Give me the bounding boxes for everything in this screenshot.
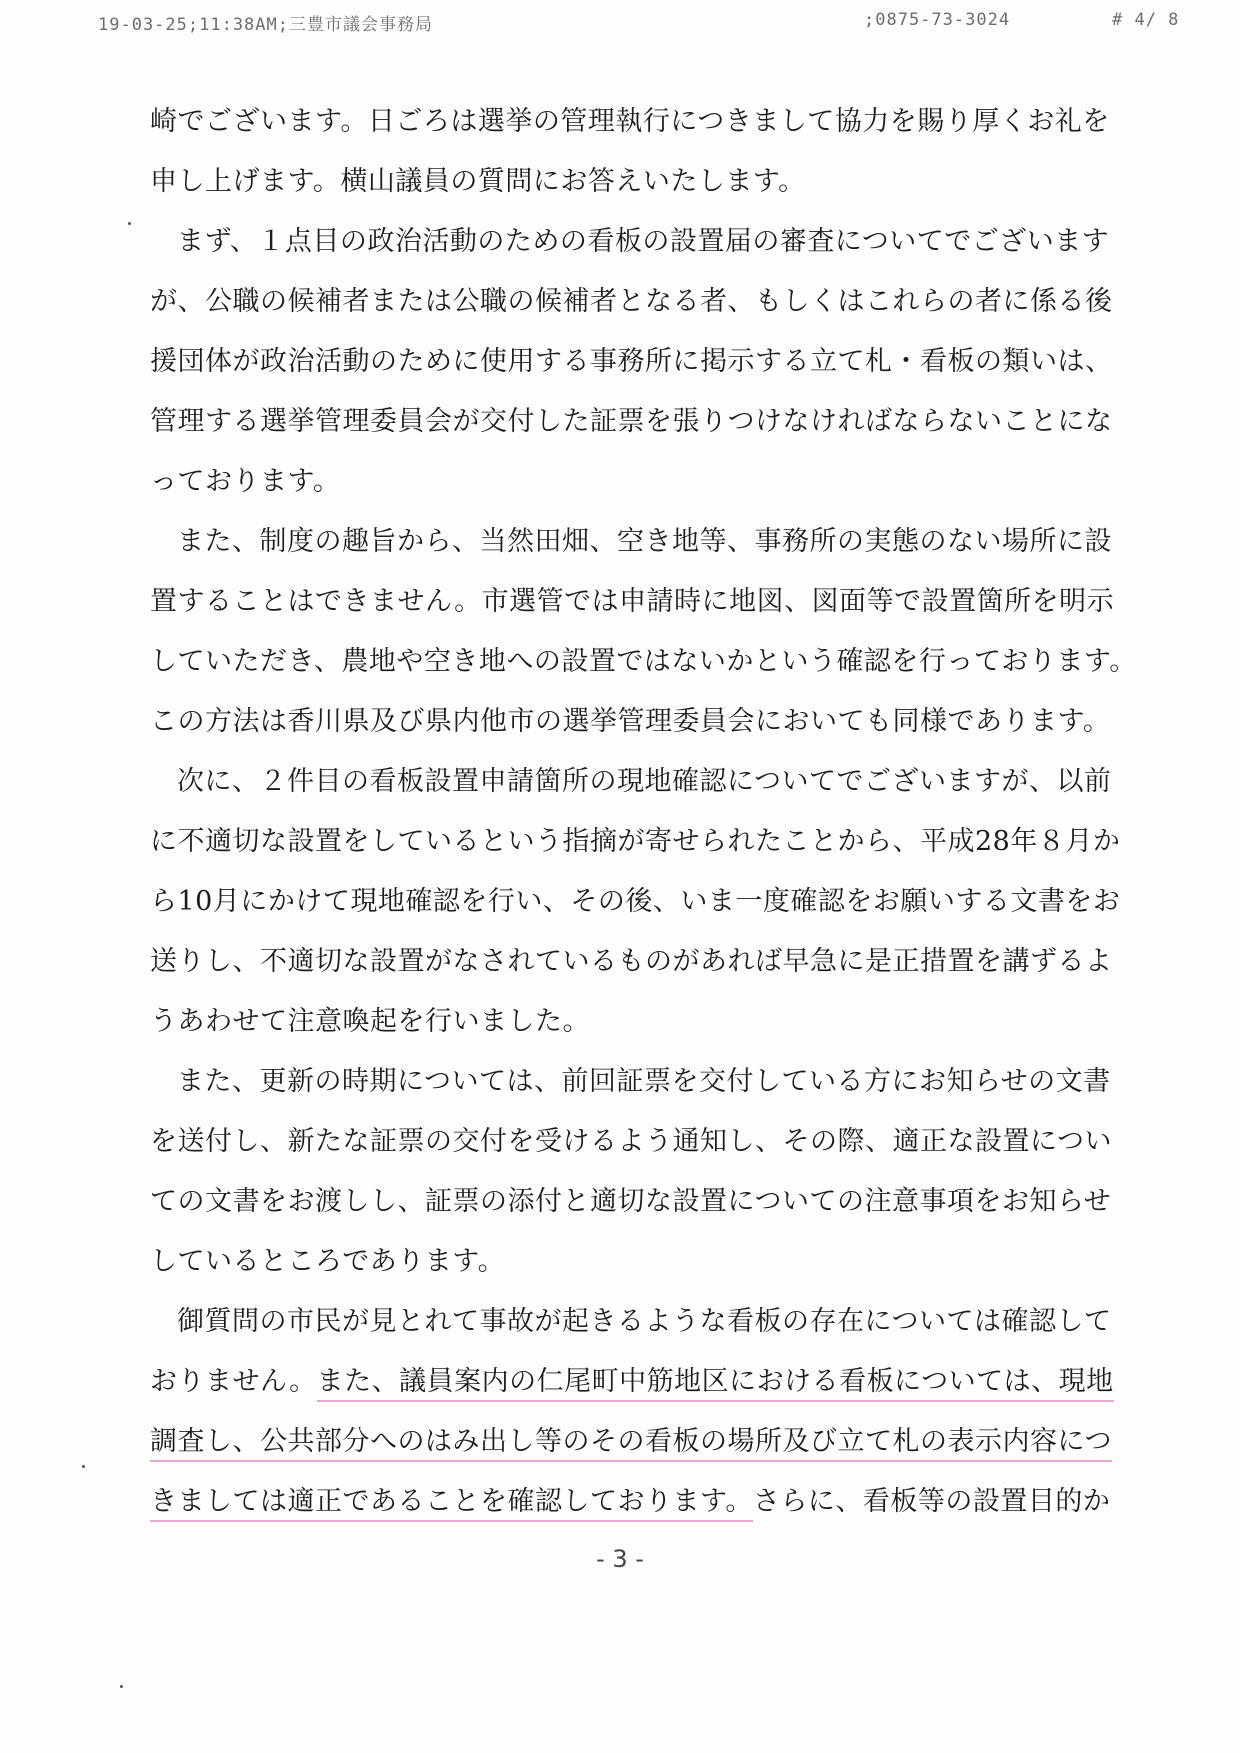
- text-line: また、制度の趣旨から、当然田畑、空き地等、事務所の実態のない場所に設: [177, 526, 1112, 557]
- text-line: っております。: [150, 466, 341, 497]
- line-text: おりません。: [150, 1366, 317, 1397]
- text-line: [150, 1352, 1114, 1412]
- scan-speck: [128, 222, 131, 225]
- text-line: 御質問の市民が見とれて事故が起きるような看板の存在については確認して: [177, 1306, 1112, 1337]
- text-line: この方法は香川県及び県内他市の選挙管理委員会においても同様であります。: [150, 706, 1111, 737]
- text-line: 申し上げます。横山議員の質問にお答えいたします。: [150, 166, 806, 197]
- highlighted-text: また、議員案内の仁尾町中筋地区における看板については、現地: [317, 1366, 1114, 1402]
- fax-phone-number: ;0875-73-3024: [864, 10, 1011, 30]
- document-body: [150, 92, 1137, 1532]
- text-line: 送りし、不適切な設置がなされているものがあれば早急に是正措置を講ずるよ: [150, 946, 1113, 977]
- text-line: まず、１点目の政治活動のための看板の設置届の審査についてでございます: [177, 226, 1110, 257]
- text-line: していただき、農地や空き地への設置ではないかという確認を行っております。: [150, 646, 1137, 677]
- highlighted-text: きましては適正であることを確認しております。: [150, 1486, 753, 1522]
- text-line: 管理する選挙管理委員会が交付した証票を張りつけなければならないことにな: [150, 406, 1113, 437]
- text-line: うあわせて注意喚起を行いました。: [150, 1006, 590, 1037]
- fax-header: [0, 10, 1240, 40]
- text-line: しているところであります。: [150, 1246, 506, 1277]
- text-line: また、更新の時期については、前回証票を交付している方にお知らせの文書: [177, 1066, 1111, 1097]
- text-line: ての文書をお渡しし、証票の添付と適切な設置についての注意事項をお知らせ: [150, 1186, 1112, 1217]
- text-line: を送付し、新たな証票の交付を受けるよう通知し、その際、適正な設置につい: [150, 1126, 1112, 1157]
- text-line: [150, 1412, 1110, 1472]
- highlighted-text: 調査し、公共部分へのはみ出し等のその看板の場所及び立て札の表示内容につ: [150, 1426, 1112, 1462]
- line-text: さらに、看板等の設置目的か: [752, 1486, 1111, 1517]
- text-line: が、公職の候補者または公職の候補者となる者、もしくはこれらの者に係る後: [150, 286, 1113, 317]
- fax-timestamp-sender: 19-03-25;11:38AM;三豊市議会事務局: [98, 15, 433, 35]
- scan-speck: [82, 1465, 85, 1468]
- text-line: [150, 1472, 1110, 1532]
- fax-page-counter: # 4/ 8: [1112, 10, 1180, 30]
- scan-speck: [120, 1685, 123, 1688]
- text-line: 置することはできません。市選管では申請時に地図、図面等で設置箇所を明示: [150, 586, 1115, 617]
- text-line: 崎でございます。日ごろは選挙の管理執行につきまして協力を賜り厚くお礼を: [150, 106, 1110, 137]
- page-number: - 3 -: [596, 1545, 644, 1573]
- text-line: ら10月にかけて現地確認を行い、その後、いま一度確認をお願いする文書をお: [150, 886, 1121, 917]
- text-line: に不適切な設置をしているという指摘が寄せられたことから、平成28年８月か: [150, 826, 1121, 857]
- text-line: 援団体が政治活動のために使用する事務所に掲示する立て札・看板の類いは、: [150, 346, 1113, 377]
- text-line: 次に、２件目の看板設置申請箇所の現地確認についてでございますが、以前: [177, 766, 1112, 797]
